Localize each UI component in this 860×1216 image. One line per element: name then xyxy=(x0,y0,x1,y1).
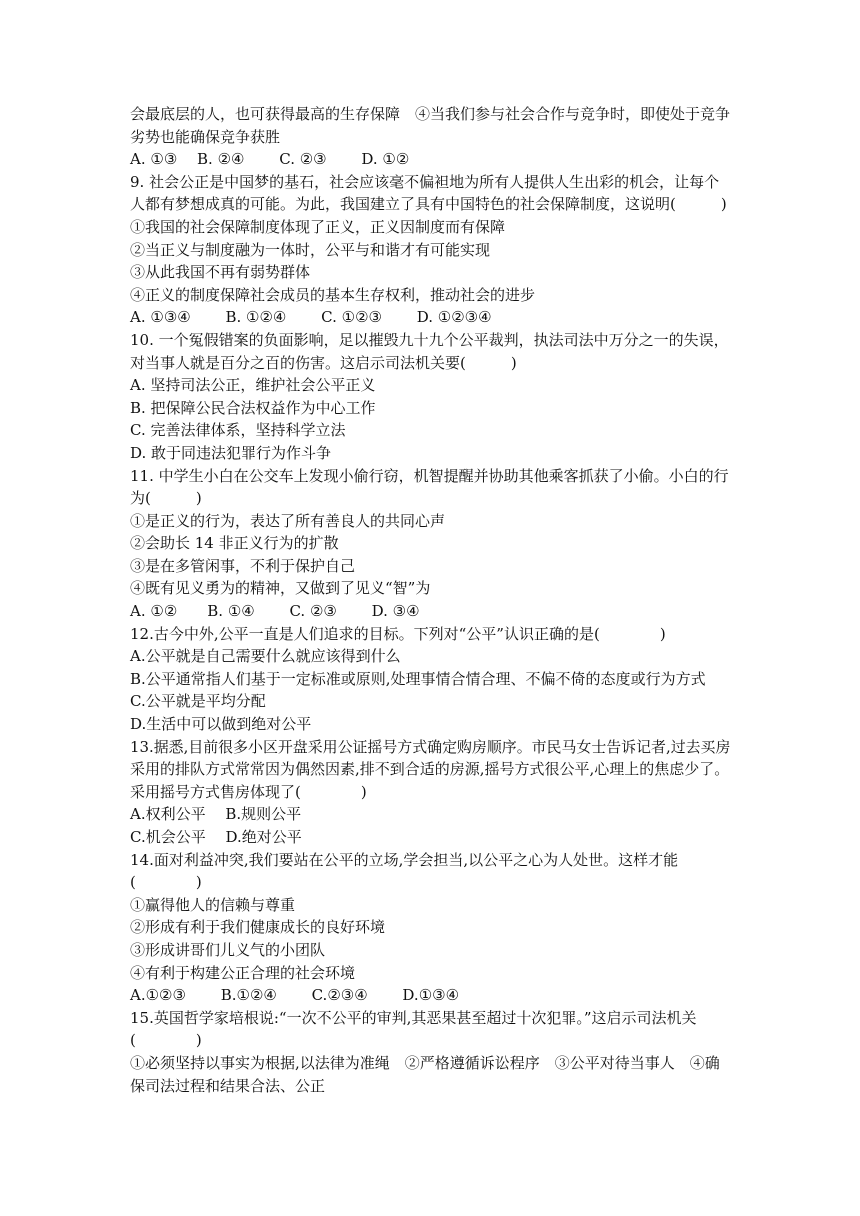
statement-item: ③是在多管闲事，不利于保护自己 xyxy=(130,556,356,575)
statement-item: ④有利于构建公正合理的社会环境 xyxy=(130,963,356,982)
statement-item: ②会助长 14 非正义行为的扩散 xyxy=(130,534,339,553)
statement-item: ①必须坚持以事实为根据,以法律为准绳 ②严格遵循诉讼程序 ③公平对待当事人 ④确 xyxy=(130,1053,720,1072)
statement-item: ①是正义的行为，表达了所有善良人的共同心声 xyxy=(130,511,446,530)
option-b: B.公平通常指人们基于一定标准或原则,处理事情合情合理、不偏不倚的态度或行为方式 xyxy=(130,669,706,688)
statement-item: ④正义的制度保障社会成员的基本生存权利，推动社会的进步 xyxy=(130,285,536,304)
answer-options: C.机会公平 D.绝对公平 xyxy=(130,828,302,846)
statement-item: ②当正义与制度融为一体时，公平与和谐才有可能实现 xyxy=(130,240,491,259)
question-14: 14.面对利益冲突,我们要站在公平的立场,学会担当,以公平之心为人处世。这样才能 xyxy=(130,850,679,869)
answer-options: A. ①③ B. ②④ C. ②③ D. ①② xyxy=(130,150,410,169)
text-line: ( ) xyxy=(130,873,202,892)
text-line: 劣势也能确保竞争获胜 xyxy=(130,127,281,146)
statement-item: ④既有见义勇为的精神，又做到了见义“智”为 xyxy=(130,579,431,598)
statement-item: ①我国的社会保障制度体现了正义，正义因制度而有保障 xyxy=(130,217,506,236)
statement-item: ③形成讲哥们儿义气的小团队 xyxy=(130,940,326,959)
document-body xyxy=(130,103,730,1097)
answer-options: A. ①② B. ①④ C. ②③ D. ③④ xyxy=(130,602,420,621)
option-d: D. 敢于同违法犯罪行为作斗争 xyxy=(130,443,332,462)
text-line: 保司法过程和结果合法、公正 xyxy=(130,1076,326,1095)
option-b: B. 把保障公民合法权益作为中心工作 xyxy=(130,398,376,417)
text-line: 采用的排队方式常常因为偶然因素,排不到合适的房源,摇号方式很公平,心理上的焦虑少了。 xyxy=(130,760,730,779)
question-13: 13.据悉,目前很多小区开盘采用公证摇号方式确定购房顺序。市民马女士告诉记者,过去买房 xyxy=(130,737,731,756)
statement-item: ①赢得他人的信赖与尊重 xyxy=(130,895,296,914)
text-line: 为( ) xyxy=(130,489,202,508)
answer-options: A.权利公平 B.规则公平 xyxy=(130,805,302,824)
statement-item: ②形成有利于我们健康成长的良好环境 xyxy=(130,918,386,937)
question-15: 15.英国哲学家培根说:“一次不公平的审判,其恶果甚至超过十次犯罪。”这启示司法机关 xyxy=(130,1008,697,1027)
question-12: 12.古今中外,公平一直是人们追求的目标。下列对“公平”认识正确的是( ) xyxy=(130,624,666,643)
text-line: 人都有梦想成真的可能。为此，我国建立了具有中国特色的社会保障制度，这说明( ) xyxy=(130,195,727,214)
option-c: C. 完善法律体系，坚持科学立法 xyxy=(130,421,346,440)
statement-item: ③从此我国不再有弱势群体 xyxy=(130,263,311,282)
option-d: D.生活中可以做到绝对公平 xyxy=(130,715,312,734)
text-line: 对当事人就是百分之百的伤害。这启示司法机关要( ) xyxy=(130,353,517,372)
text-line: ( ) xyxy=(130,1031,202,1050)
option-a: A. 坚持司法公正，维护社会公平正义 xyxy=(130,376,376,395)
option-a: A.公平就是自己需要什么就应该得到什么 xyxy=(130,647,401,666)
question-10: 10. 一个冤假错案的负面影响，足以摧毁九十九个公平裁判，执法司法中万分之一的失误， xyxy=(130,330,729,349)
answer-options: A. ①③④ B. ①②④ C. ①②③ D. ①②③④ xyxy=(130,308,492,327)
answer-options: A.①②③ B.①②④ C.②③④ D.①③④ xyxy=(130,986,460,1005)
option-c: C.公平就是平均分配 xyxy=(130,692,266,711)
text-line: 会最底层的人，也可获得最高的生存保障 ④当我们参与社会合作与竞争时，即使处于竞争 xyxy=(130,105,731,123)
question-9: 9. 社会公正是中国梦的基石，社会应该毫不偏袒地为所有人提供人生出彩的机会，让每个 xyxy=(130,172,720,191)
question-11: 11. 中学生小白在公交车上发现小偷行窃，机智提醒并协助其他乘客抓获了小偷。小白的行 xyxy=(130,466,729,485)
text-line: 采用摇号方式售房体现了( ) xyxy=(130,782,367,801)
